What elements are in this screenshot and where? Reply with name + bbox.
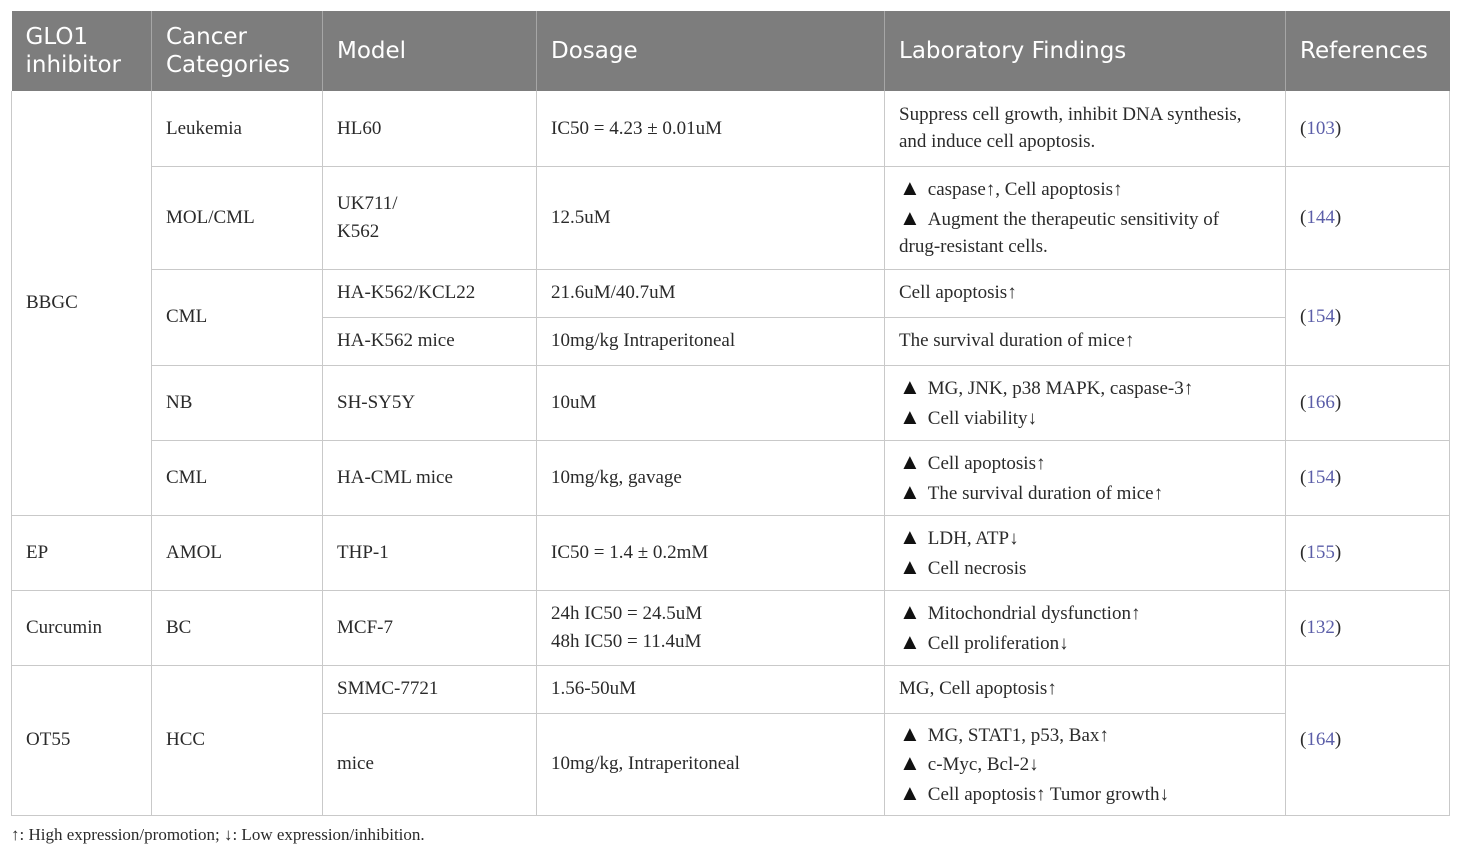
reference-link[interactable]: 166	[1306, 391, 1335, 413]
triangle-bullet-icon: ▲	[899, 175, 921, 201]
table-row	[12, 440, 1450, 515]
header-cell: References	[1286, 11, 1450, 91]
triangle-bullet-icon: ▲	[899, 599, 921, 624]
header-cell: Laboratory Findings	[885, 11, 1286, 91]
dosage-line: 24h IC50 = 24.5uM	[551, 603, 703, 624]
model-cell: HA-CML mice	[323, 440, 537, 515]
inhibitor-cell: Curcumin	[12, 590, 152, 665]
triangle-bullet-icon: ▲	[899, 449, 921, 474]
finding-line: ▲ The survival duration of mice↑	[899, 478, 1164, 504]
table-row	[12, 91, 1450, 166]
model-cell: HA-K562 mice	[323, 317, 537, 365]
dosage-cell: 21.6uM/40.7uM	[537, 269, 885, 317]
table-row	[12, 269, 1450, 317]
triangle-bullet-icon: ▲	[899, 553, 921, 579]
model-cell: SMMC-7721	[323, 665, 537, 713]
dosage-cell: 12.5uM	[537, 166, 885, 269]
finding-line: Suppress cell growth, inhibit DNA synthesis,	[899, 103, 1242, 125]
findings-cell	[885, 365, 1286, 440]
triangle-bullet-icon: ▲	[899, 720, 921, 746]
reference-link[interactable]: 154	[1306, 466, 1335, 488]
dosage-cell: 10mg/kg, gavage	[537, 440, 885, 515]
model-cell: SH-SY5Y	[323, 365, 537, 440]
category-cell: BC	[152, 590, 323, 665]
findings-cell	[885, 166, 1286, 269]
model-line: UK711/	[337, 193, 398, 214]
table-row	[12, 515, 1450, 590]
inhibitor-cell: OT55	[12, 665, 152, 815]
dosage-cell	[537, 590, 885, 665]
table-row	[12, 590, 1450, 665]
model-cell: HA-K562/KCL22	[323, 269, 537, 317]
findings-cell	[885, 440, 1286, 515]
model-cell	[323, 166, 537, 269]
findings-cell	[885, 91, 1286, 166]
finding-line: and induce cell apoptosis.	[899, 131, 1096, 153]
finding-line: ▲ Cell apoptosis↑ Tumor growth↓	[899, 779, 1170, 805]
inhibitor-table	[11, 11, 1450, 816]
model-cell: MCF-7	[323, 590, 537, 665]
triangle-bullet-icon: ▲	[899, 750, 921, 776]
table-row	[12, 665, 1450, 713]
triangle-bullet-icon: ▲	[899, 403, 921, 429]
dosage-cell: 10mg/kg Intraperitoneal	[537, 317, 885, 365]
dosage-cell: 10uM	[537, 365, 885, 440]
triangle-bullet-icon: ▲	[899, 204, 921, 230]
inhibitor-cell: BBGC	[12, 91, 152, 515]
finding-line: ▲ Mitochondrial dysfunction↑	[899, 599, 1141, 624]
finding-line: ▲ Cell apoptosis↑	[899, 449, 1046, 474]
category-cell: Leukemia	[152, 91, 323, 166]
triangle-bullet-icon: ▲	[899, 524, 921, 549]
finding-line: ▲ Cell necrosis	[899, 553, 1027, 579]
category-cell: HCC	[152, 665, 323, 815]
findings-cell	[885, 713, 1286, 815]
reference-cell: (164)	[1286, 665, 1450, 815]
reference-cell: (154)	[1286, 440, 1450, 515]
model-cell: HL60	[323, 91, 537, 166]
reference-link[interactable]: 164	[1306, 729, 1335, 751]
dosage-line: 48h IC50 = 11.4uM	[551, 630, 702, 652]
finding-line: ▲ Cell proliferation↓	[899, 628, 1069, 654]
reference-link[interactable]: 132	[1306, 616, 1335, 638]
triangle-bullet-icon: ▲	[899, 478, 921, 504]
triangle-bullet-icon: ▲	[899, 374, 921, 399]
triangle-bullet-icon: ▲	[899, 628, 921, 654]
dosage-cell: IC50 = 4.23 ± 0.01uM	[537, 91, 885, 166]
category-cell: CML	[152, 269, 323, 365]
triangle-bullet-icon: ▲	[899, 779, 921, 805]
reference-cell: (132)	[1286, 590, 1450, 665]
model-cell: mice	[323, 713, 537, 815]
header-cell: Model	[323, 11, 537, 91]
dosage-cell: 10mg/kg, Intraperitoneal	[537, 713, 885, 815]
reference-cell: (154)	[1286, 269, 1450, 365]
table-footnote: ↑: High expression/promotion; ↓: Low expression/inhibition.	[11, 825, 425, 844]
header-cell: GLO1 inhibitor	[12, 11, 152, 91]
reference-cell: (103)	[1286, 91, 1450, 166]
findings-cell: The survival duration of mice↑	[885, 317, 1286, 365]
finding-line: ▲ Augment the therapeutic sensitivity of	[899, 204, 1220, 230]
table-row	[12, 365, 1450, 440]
findings-cell	[885, 590, 1286, 665]
finding-line: ▲ caspase↑, Cell apoptosis↑	[899, 175, 1123, 201]
header-row	[12, 11, 1450, 91]
finding-line: ▲ c-Myc, Bcl-2↓	[899, 750, 1039, 776]
finding-line: ▲ MG, JNK, p38 MAPK, caspase-3↑	[899, 374, 1194, 399]
category-cell: NB	[152, 365, 323, 440]
inhibitor-cell: EP	[12, 515, 152, 590]
finding-line: ▲ LDH, ATP↓	[899, 524, 1019, 549]
reference-link[interactable]: 155	[1306, 541, 1335, 563]
reference-link[interactable]: 144	[1306, 206, 1335, 228]
reference-cell: (166)	[1286, 365, 1450, 440]
category-cell: MOL/CML	[152, 166, 323, 269]
reference-link[interactable]: 103	[1306, 117, 1335, 139]
category-cell: AMOL	[152, 515, 323, 590]
findings-cell: Cell apoptosis↑	[885, 269, 1286, 317]
model-cell: THP-1	[323, 515, 537, 590]
table-row	[12, 166, 1450, 269]
reference-cell: (144)	[1286, 166, 1450, 269]
model-line: K562	[337, 220, 380, 242]
header-cell: Dosage	[537, 11, 885, 91]
findings-cell: MG, Cell apoptosis↑	[885, 665, 1286, 713]
finding-line: ▲ Cell viability↓	[899, 403, 1038, 429]
dosage-cell: 1.56-50uM	[537, 665, 885, 713]
finding-line: ▲ MG, STAT1, p53, Bax↑	[899, 720, 1109, 746]
dosage-cell: IC50 = 1.4 ± 0.2mM	[537, 515, 885, 590]
reference-cell: (155)	[1286, 515, 1450, 590]
category-cell: CML	[152, 440, 323, 515]
findings-cell	[885, 515, 1286, 590]
header-cell: Cancer Categories	[152, 11, 323, 91]
finding-line: drug-resistant cells.	[899, 236, 1048, 258]
reference-link[interactable]: 154	[1306, 306, 1335, 328]
